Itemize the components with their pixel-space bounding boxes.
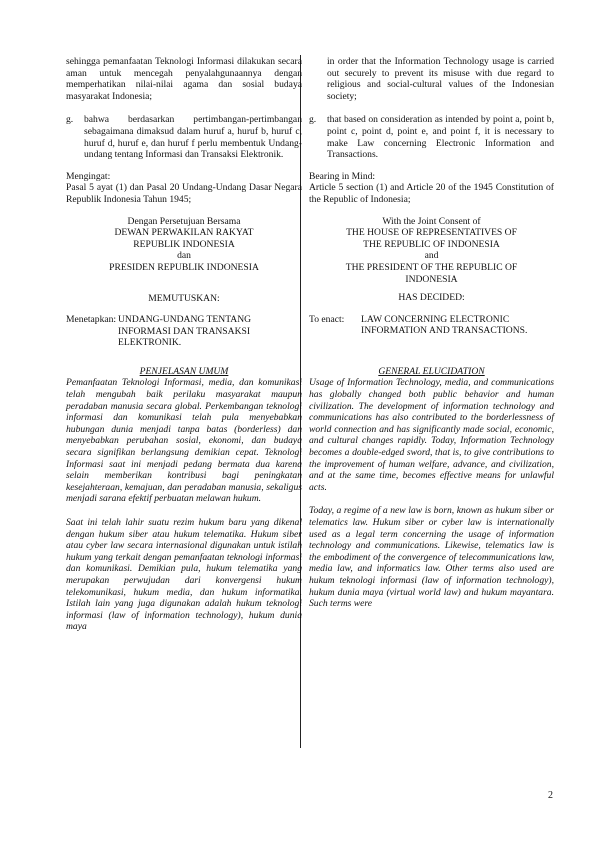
consent-line-4: and — [424, 250, 439, 262]
item-g-text: bahwa berdasarkan pertimbangan-pertimbangan sebagaimana dimaksud dalam huruf a, huruf b, huruf c, huruf d, huruf e, dan huruf f perlu membentuk Undang-undang tentang Informasi dan Transaksi Elektronik. — [84, 114, 302, 161]
enact-label: To enact: — [309, 313, 345, 325]
consent-line-3: THE REPUBLIC OF INDONESIA — [363, 238, 500, 250]
enact-text: LAW CONCERNING ELECTRONIC INFORMATION AND TRANSACTIONS. — [361, 313, 528, 337]
consent-line-3: REPUBLIK INDONESIA — [133, 238, 235, 250]
elucidation-paragraph-2: Today, a regime of a new law is born, known as hukum siber or telematics law. Hukum siber or cyber law is internationally used as a legal term concerning the usage of information technology and communications. Likewise, telematics law is the embodiment of the convergence of telecommunications law, media law, and informatics law. Other terms also used are hukum teknologi informasi (law of information technology), hukum dunia maya (virtual world law) and hukum mayantara. Such terms were — [309, 505, 554, 610]
enact-label: Menetapkan: — [66, 314, 117, 326]
item-g-text: that based on consideration as intended by point a, point b, point c, point d, point e, and point f, it is necessary to make Law concerning Electronic Information and Transactions. — [327, 114, 554, 161]
elucidation-paragraph-2: Saat ini telah lahir suatu rezim hukum baru yang dikenal dengan hukum siber atau hukum telematika. Hukum siber atau cyber law secara internasional digunakan untuk istilah hukum yang terkait dengan pemanfaatan teknologi informasi dan komunikasi. Demikian pula, hukum telematika yang merupakan perwujudan dari konvergensi hukum telekomunikasi, hukum media, dan hukum informatika. Istilah lain yang juga digunakan adalah hukum teknologi informasi (law of information technology), hukum dunia maya — [66, 517, 302, 633]
consent-line-5: THE PRESIDENT OF THE REPUBLIC OF INDONESIA — [345, 261, 518, 285]
consent-line-2: THE HOUSE OF REPRESENTATIVES OF — [346, 227, 517, 239]
item-g — [309, 114, 554, 160]
consent-line-1: With the Joint Consent of — [382, 215, 481, 227]
joint-consent-block — [309, 216, 554, 286]
bearing-text: Article 5 section (1) and Article 20 of the 1945 Constitution of the Republic of Indonesia; — [309, 182, 554, 205]
consent-line-5: PRESIDEN REPUBLIK INDONESIA — [109, 261, 259, 273]
item-g — [66, 114, 302, 160]
consent-line-4: dan — [177, 250, 191, 262]
consent-line-1: Dengan Persetujuan Bersama — [127, 215, 241, 227]
page-number: 2 — [548, 790, 553, 801]
elucidation-heading: PENJELASAN UMUM — [139, 365, 229, 377]
elucidation-heading: GENERAL ELUCIDATION — [378, 365, 485, 377]
bearing-heading: Mengingat: — [66, 170, 111, 182]
item-g-label: g. — [309, 114, 317, 126]
bearing-heading: Bearing in Mind: — [309, 170, 376, 182]
continuation-paragraph: in order that the Information Technology usage is carried out securely to prevent its misuse with due regard to religious and social-cultural values of the Indonesian society; — [327, 56, 554, 102]
right-column — [309, 56, 554, 610]
elucidation-paragraph-1: Usage of Information Technology, media, and communications has globally changed both public behavior and human civilization. The development of information technology and communications has also contributed to the borderlessness of world connection and has significantly made social, economic, and cultural changes rapidly. Today, Information Technology becomes a double-edged sword, that is, to give contributions to the improvement of human welfare, advance, and civilization, and at the same time, becomes effective means for unlawful acts. — [309, 377, 554, 493]
joint-consent-block — [66, 216, 302, 274]
elucidation-paragraph-1: Pemanfaatan Teknologi Informasi, media, dan komunikasi telah mengubah baik perilaku masyarakat maupun peradaban manusia secara global. Perkembangan teknologi informasi dan komunikasi telah pula menyebabkan hubungan dunia menjadi tanpa batas (borderless) dan menyebabkan perubahan sosial, ekonomi, dan budaya secara signifikan berlangsung demikian cepat. Teknologi Informasi saat ini menjadi pedang bermata dua karena selain memberikan kontribusi bagi peningkatan kesejahteraan, kemajuan, dan peradaban manusia, sekaligus menjadi sarana efektif perbuatan melawan hukum. — [66, 377, 302, 505]
consent-line-2: DEWAN PERWAKILAN RAKYAT — [114, 227, 254, 239]
enact-text: UNDANG-UNDANG TENTANG INFORMASI DAN TRANSAKSI ELEKTRONIK. — [118, 314, 252, 349]
enact-block — [66, 314, 302, 349]
enact-block — [309, 314, 554, 337]
left-column — [66, 56, 302, 633]
decided-heading: HAS DECIDED: — [398, 292, 465, 304]
bearing-text: Pasal 5 ayat (1) dan Pasal 20 Undang-Undang Dasar Negara Republik Indonesia Tahun 1945; — [66, 182, 302, 205]
decided-heading: MEMUTUSKAN: — [148, 292, 220, 304]
continuation-paragraph: sehingga pemanfaatan Teknologi Informasi dilakukan secara aman untuk mencegah penyalahgunaannya dengan memperhatikan nilai-nilai agama dan sosial budaya masyarakat Indonesia; — [66, 56, 302, 102]
item-g-label: g. — [66, 114, 74, 126]
